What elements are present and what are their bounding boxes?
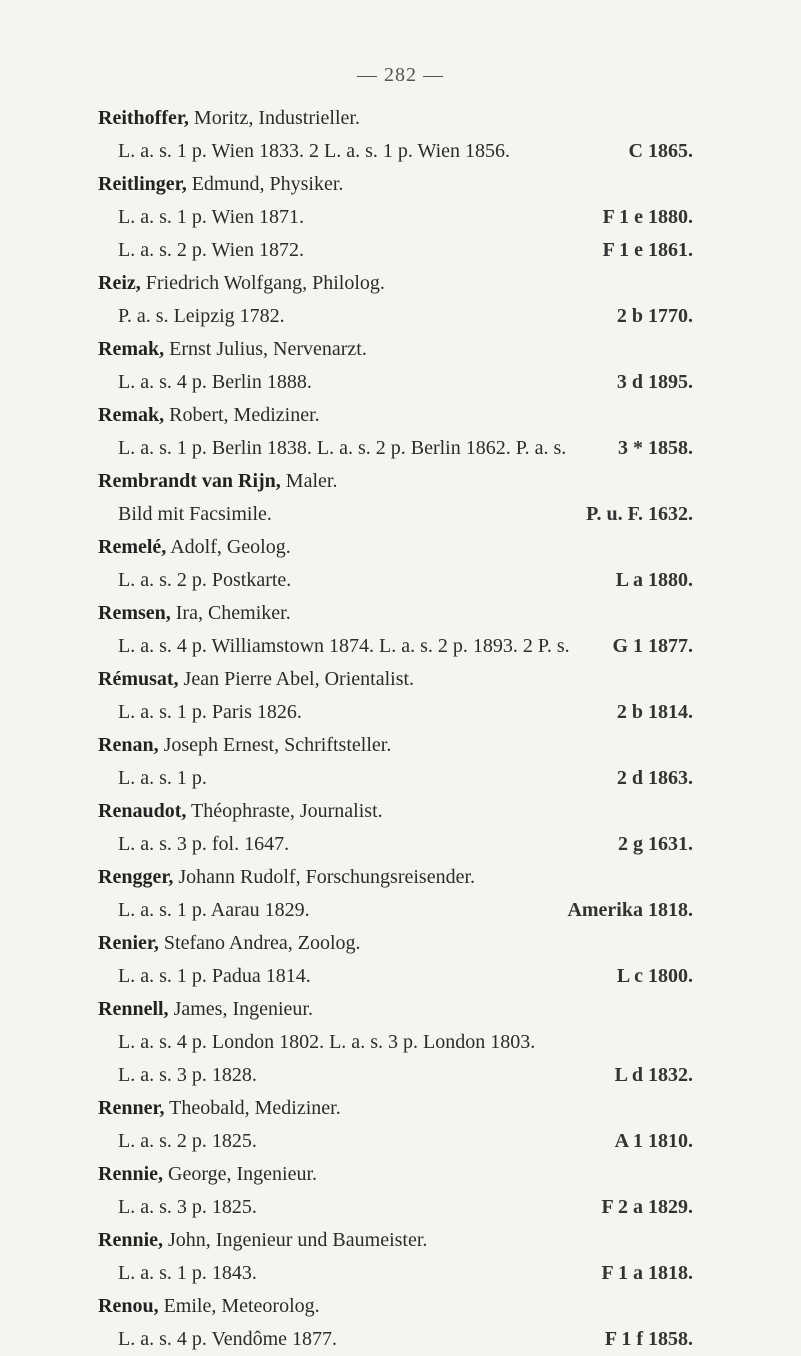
entry-name: Renan, xyxy=(98,734,159,756)
catalog-entries xyxy=(0,102,801,1356)
shelf-reference: 2 g 1631. xyxy=(618,833,693,855)
entry-name: Renner, xyxy=(98,1097,165,1119)
entry-description: John, Ingenieur und Baumeister. xyxy=(163,1229,428,1251)
shelf-reference: 2 d 1863. xyxy=(616,767,693,789)
entry-heading xyxy=(0,168,801,201)
entry-description: James, Ingenieur. xyxy=(168,998,313,1020)
entry-name: Renaudot, xyxy=(98,800,187,822)
entry-heading xyxy=(0,597,801,630)
entry-name: Remsen, xyxy=(98,602,171,624)
shelf-reference: 3 * 1858. xyxy=(618,437,693,459)
entry-item-line xyxy=(0,1125,801,1158)
entry-heading xyxy=(0,795,801,828)
entry-name: Rennie, xyxy=(98,1163,163,1185)
entry-item-line xyxy=(0,1026,801,1059)
entry-item-line xyxy=(0,498,801,531)
entry-item-line xyxy=(0,1059,801,1092)
entry-description: Moritz, Industrieller. xyxy=(188,107,360,129)
shelf-reference: F 2 a 1829. xyxy=(601,1196,693,1218)
entry-item-line xyxy=(0,564,801,597)
entry-heading xyxy=(0,333,801,366)
item-text: L. a. s. 1 p. xyxy=(118,767,207,789)
entry-item-line xyxy=(0,1191,801,1224)
page-number: — 282 — xyxy=(357,64,444,86)
entry-heading xyxy=(0,861,801,894)
shelf-reference: L a 1880. xyxy=(615,569,693,591)
entry-item-line xyxy=(0,201,801,234)
entry-heading xyxy=(0,267,801,300)
entry-item-line xyxy=(0,1323,801,1356)
shelf-reference: 3 d 1895. xyxy=(616,371,693,393)
entry-item-line xyxy=(0,300,801,333)
entry-description: Robert, Mediziner. xyxy=(164,404,320,426)
shelf-reference: 2 b 1814. xyxy=(616,701,693,723)
entry-item-line xyxy=(0,135,801,168)
entry-heading xyxy=(0,465,801,498)
entry-item-line xyxy=(0,894,801,927)
entry-description: Johann Rudolf, Forschungsreisender. xyxy=(173,866,476,888)
entry-item-line xyxy=(0,432,801,465)
item-text: L. a. s. 1 p. Padua 1814. xyxy=(118,965,311,987)
entry-heading xyxy=(0,927,801,960)
entry-description: Edmund, Physiker. xyxy=(186,173,344,195)
item-text: L. a. s. 1 p. 1843. xyxy=(118,1262,257,1284)
item-text: L. a. s. 2 p. Wien 1872. xyxy=(118,239,305,261)
entry-name: Rennell, xyxy=(98,998,169,1020)
entry-name: Remak, xyxy=(98,338,165,360)
entry-description: Joseph Ernest, Schriftsteller. xyxy=(158,734,392,756)
entry-name: Renou, xyxy=(98,1295,159,1317)
item-text: L. a. s. 4 p. Vendôme 1877. xyxy=(118,1328,338,1350)
entry-name: Reiz, xyxy=(98,272,141,294)
shelf-reference: F 1 a 1818. xyxy=(601,1262,693,1284)
entry-heading xyxy=(0,102,801,135)
shelf-reference: F 1 e 1880. xyxy=(602,206,693,228)
entry-heading xyxy=(0,663,801,696)
entry-name: Reithoffer, xyxy=(98,107,189,129)
item-text: P. a. s. Leipzig 1782. xyxy=(118,305,285,327)
item-text: L. a. s. 4 p. Berlin 1888. xyxy=(118,371,312,393)
shelf-reference: Amerika 1818. xyxy=(567,899,693,921)
entry-heading xyxy=(0,1092,801,1125)
entry-heading xyxy=(0,531,801,564)
shelf-reference: A 1 1810. xyxy=(614,1130,693,1152)
entry-description: Theobald, Mediziner. xyxy=(164,1097,341,1119)
entry-description: Ira, Chemiker. xyxy=(170,602,291,624)
entry-item-line xyxy=(0,828,801,861)
item-text: L. a. s. 4 p. London 1802. L. a. s. 3 p. London 1803. xyxy=(118,1031,536,1053)
entry-item-line xyxy=(0,1257,801,1290)
entry-heading xyxy=(0,729,801,762)
entry-description: Stefano Andrea, Zoolog. xyxy=(158,932,361,954)
shelf-reference: G 1 1877. xyxy=(612,635,693,657)
entry-name: Rémusat, xyxy=(98,668,179,690)
item-text: L. a. s. 1 p. Wien 1833. 2 L. a. s. 1 p. Wien 1856. xyxy=(118,140,511,162)
item-text: L. a. s. 1 p. Paris 1826. xyxy=(118,701,302,723)
item-text: L. a. s. 2 p. Postkarte. xyxy=(118,569,292,591)
entry-description: Maler. xyxy=(280,470,338,492)
entry-heading xyxy=(0,399,801,432)
item-text: L. a. s. 1 p. Wien 1871. xyxy=(118,206,305,228)
entry-description: Emile, Meteorolog. xyxy=(158,1295,320,1317)
entry-name: Rennie, xyxy=(98,1229,163,1251)
entry-description: Adolf, Geolog. xyxy=(166,536,291,558)
entry-heading xyxy=(0,1224,801,1257)
shelf-reference: L d 1832. xyxy=(614,1064,693,1086)
entry-item-line xyxy=(0,630,801,663)
entry-name: Remak, xyxy=(98,404,165,426)
item-text: L. a. s. 3 p. fol. 1647. xyxy=(118,833,290,855)
item-text: L. a. s. 2 p. 1825. xyxy=(118,1130,257,1152)
entry-name: Renier, xyxy=(98,932,159,954)
item-text: L. a. s. 4 p. Williamstown 1874. L. a. s. 2 p. 1893. 2 P. s. xyxy=(118,635,570,657)
item-text: L. a. s. 1 p. Aarau 1829. xyxy=(118,899,310,921)
entry-description: George, Ingenieur. xyxy=(163,1163,318,1185)
entry-item-line xyxy=(0,366,801,399)
entry-name: Rembrandt van Rijn, xyxy=(98,470,281,492)
shelf-reference: L c 1800. xyxy=(616,965,693,987)
shelf-reference: F 1 f 1858. xyxy=(604,1328,693,1350)
item-text: Bild mit Facsimile. xyxy=(118,503,272,525)
entry-name: Rengger, xyxy=(98,866,174,888)
entry-description: Friedrich Wolfgang, Philolog. xyxy=(140,272,385,294)
entry-description: Ernst Julius, Nervenarzt. xyxy=(164,338,367,360)
item-text: L. a. s. 3 p. 1828. xyxy=(118,1064,257,1086)
entry-item-line xyxy=(0,696,801,729)
entry-description: Jean Pierre Abel, Orientalist. xyxy=(178,668,415,690)
entry-heading xyxy=(0,1158,801,1191)
entry-heading xyxy=(0,1290,801,1323)
entry-item-line xyxy=(0,960,801,993)
shelf-reference: C 1865. xyxy=(628,140,693,162)
entry-item-line xyxy=(0,234,801,267)
entry-name: Remelé, xyxy=(98,536,167,558)
shelf-reference: 2 b 1770. xyxy=(616,305,693,327)
shelf-reference: P. u. F. 1632. xyxy=(586,503,693,525)
entry-description: Théophraste, Journalist. xyxy=(186,800,383,822)
entry-heading xyxy=(0,993,801,1026)
item-text: L. a. s. 1 p. Berlin 1838. L. a. s. 2 p. Berlin 1862. P. a. s. xyxy=(118,437,567,459)
item-text: L. a. s. 3 p. 1825. xyxy=(118,1196,257,1218)
shelf-reference: F 1 e 1861. xyxy=(602,239,693,261)
entry-name: Reitlinger, xyxy=(98,173,187,195)
entry-item-line xyxy=(0,762,801,795)
